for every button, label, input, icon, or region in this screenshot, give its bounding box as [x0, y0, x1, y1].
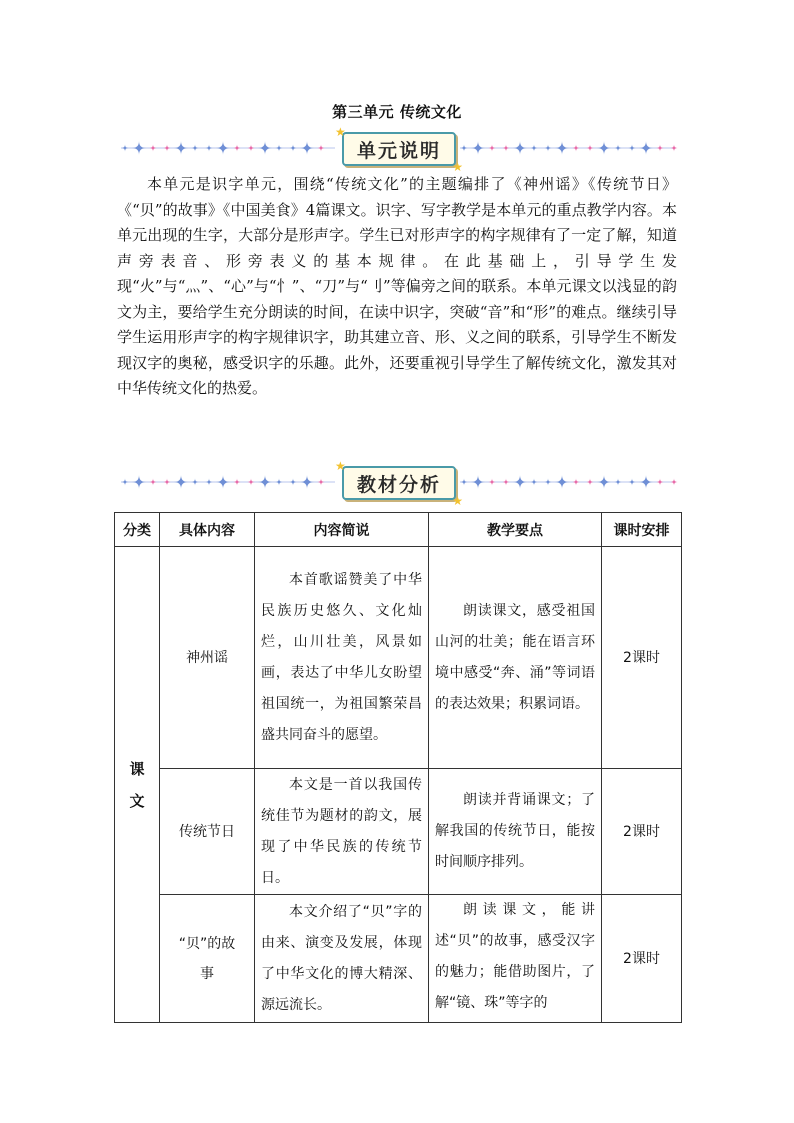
header-summary: 内容简说	[255, 513, 429, 547]
sparkle-star-icon	[629, 145, 636, 152]
sparkle-star-icon	[573, 145, 580, 152]
table-row	[115, 547, 682, 769]
table-row	[115, 769, 682, 895]
sparkle-star-icon	[657, 145, 664, 152]
unit-description-label: 单元说明	[356, 139, 441, 162]
sparkle-star-icon	[132, 141, 146, 155]
header-content: 具体内容	[160, 513, 255, 547]
sparkle-star-icon	[573, 479, 580, 486]
sparkle-star-icon	[206, 145, 213, 152]
unit-description-banner	[115, 125, 680, 174]
sparkle-star-icon	[276, 145, 283, 152]
sparkle-star-icon	[192, 145, 199, 152]
summary-cell: 本文介绍了“贝”字的由来、演变及发展，体现了中华文化的博大精深、源远流长。	[255, 895, 429, 1023]
sparkle-star-icon	[174, 141, 188, 155]
key-points-cell: 朗读并背诵课文；了解我国的传统节日，能按时间顺序排列。	[429, 769, 602, 895]
header-key-points: 教学要点	[429, 513, 602, 547]
sparkle-star-icon	[615, 145, 622, 152]
sparkle-star-icon	[290, 479, 297, 486]
sparkle-star-icon	[513, 141, 527, 155]
sparkle-star-icon	[150, 479, 157, 486]
sparkle-star-icon	[248, 145, 255, 152]
key-points-cell	[429, 895, 602, 1023]
sparkle-star-icon	[206, 479, 213, 486]
sparkle-star-icon	[318, 479, 325, 486]
textbook-analysis-banner	[115, 459, 680, 508]
sparkle-star-icon	[234, 479, 241, 486]
unit-intro-paragraph: 本单元是识字单元，围绕“传统文化”的主题编排了《神州谣》《传统节日》《“贝”的故事》《中国美食》4篇课文。识字、写字教学是本单元的重点教学内容。本单元出现的生字，大部分是形声字。学生已对形声字的构字规律有了一定了解，知道声旁表音、形旁表义的基本规律。在此基础上，引导学生发现“火”与“灬”、“心”与“忄”、“刀”与“刂”等偏旁之间的联系。本单元课文以浅显的韵文为主，要给学生充分朗读的时间，在读中识字，突破“音”和“形”的难点。继续引导学生运用形声字的构字规律识字，助其建立音、形、义之间的联系，引导学生不断发现汉字的奥秘，感受识字的乐趣。此外，还要重视引导学生了解传统文化，激发其对中华传统文化的热爱。	[117, 175, 677, 397]
sparkle-star-icon	[122, 479, 129, 486]
sparkle-star-icon	[132, 475, 146, 489]
sparkle-star-icon	[318, 145, 325, 152]
sparkle-star-icon	[174, 475, 188, 489]
sparkle-star-icon	[545, 145, 552, 152]
sparkle-star-icon	[555, 475, 569, 489]
category-label: 课文	[129, 759, 145, 810]
sparkle-star-icon	[513, 475, 527, 489]
sparkle-star-icon	[489, 479, 496, 486]
sparkle-star-icon	[461, 145, 468, 152]
sparkle-star-icon	[587, 145, 594, 152]
sparkle-star-icon	[471, 141, 485, 155]
sparkle-star-icon	[300, 141, 314, 155]
sparkle-star-icon	[531, 479, 538, 486]
summary-cell: 本文是一首以我国传统佳节为题材的韵文，展现了中华民族的传统节日。	[255, 769, 429, 895]
sparkle-star-icon	[164, 479, 171, 486]
category-cell	[115, 547, 160, 1023]
sparkle-star-icon	[192, 479, 199, 486]
sparkle-star-icon	[597, 141, 611, 155]
content-text: “贝”的故事	[178, 935, 236, 982]
content-cell	[160, 895, 255, 1023]
sparkle-star-icon	[671, 479, 678, 486]
hours-cell: 2课时	[602, 769, 682, 895]
page-title: 第三单元 传统文化	[332, 103, 462, 121]
star-icon: ★	[335, 125, 346, 139]
table-header-row	[115, 513, 682, 547]
sparkle-star-icon	[276, 479, 283, 486]
sparkle-star-icon	[671, 145, 678, 152]
sparkle-star-icon	[545, 479, 552, 486]
content-cell: 神州谣	[160, 547, 255, 769]
sparkle-star-icon	[531, 145, 538, 152]
sparkle-star-icon	[216, 141, 230, 155]
sparkle-star-icon	[248, 479, 255, 486]
sparkle-star-icon	[471, 475, 485, 489]
header-category: 分类	[115, 513, 160, 547]
unit-description-badge	[335, 125, 463, 174]
sparkle-star-icon	[657, 479, 664, 486]
star-icon: ★	[452, 160, 463, 174]
sparkle-star-icon	[503, 145, 510, 152]
sparkle-star-icon	[555, 141, 569, 155]
hours-cell: 2课时	[602, 895, 682, 1023]
sparkle-star-icon	[639, 141, 653, 155]
sparkle-star-icon	[503, 479, 510, 486]
key-points-cell: 朗读课文，感受祖国山河的壮美；能在语言环境中感受“奔、涌”等词语的表达效果；积累词语。	[429, 547, 602, 769]
sparkle-star-icon	[615, 479, 622, 486]
summary-cell: 本首歌谣赞美了中华民族历史悠久、文化灿烂，山川壮美，风景如画，表达了中华儿女盼望祖国统一，为祖国繁荣昌盛共同奋斗的愿望。	[255, 547, 429, 769]
header-hours: 课时安排	[602, 513, 682, 547]
sparkle-star-icon	[489, 145, 496, 152]
sparkle-star-icon	[290, 145, 297, 152]
sparkle-star-icon	[122, 145, 129, 152]
analysis-table	[114, 512, 682, 1023]
sparkle-star-icon	[258, 475, 272, 489]
textbook-analysis-label: 教材分析	[356, 473, 441, 496]
sparkle-star-icon	[258, 141, 272, 155]
textbook-analysis-badge	[335, 459, 463, 508]
table-row	[115, 895, 682, 1023]
key-points-text: 朗读课文，能讲述“贝”的故事，感受汉字的魅力；能借助图片，了解“镜、珠”等字的	[435, 902, 595, 1011]
sparkle-star-icon	[597, 475, 611, 489]
sparkle-star-icon	[234, 145, 241, 152]
sparkle-star-icon	[216, 475, 230, 489]
sparkle-star-icon	[629, 479, 636, 486]
sparkle-star-icon	[300, 475, 314, 489]
sparkle-star-icon	[150, 145, 157, 152]
hours-cell: 2课时	[602, 547, 682, 769]
star-icon: ★	[452, 494, 463, 508]
sparkle-star-icon	[164, 145, 171, 152]
star-icon: ★	[335, 459, 346, 473]
content-cell: 传统节日	[160, 769, 255, 895]
sparkle-star-icon	[639, 475, 653, 489]
sparkle-star-icon	[461, 479, 468, 486]
sparkle-star-icon	[587, 479, 594, 486]
